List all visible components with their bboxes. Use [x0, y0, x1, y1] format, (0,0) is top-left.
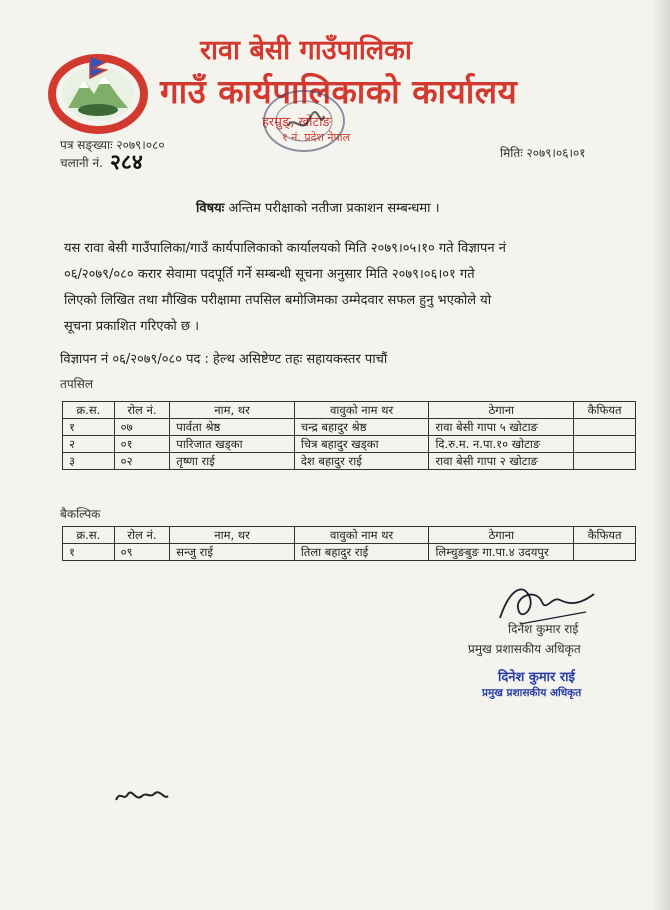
signatory-title: प्रमुख प्रशासकीय अधिकृत: [468, 642, 581, 656]
column-header: क्र.स.: [63, 527, 115, 544]
table-cell: पारिजात खड्का: [170, 436, 295, 453]
table-cell: रावा बेसी गापा ५ खोटाङ: [429, 419, 574, 436]
stamp-signatory-title: प्रमुख प्रशासकीय अधिकृत: [482, 687, 582, 699]
table-cell: तृष्णा राई: [170, 453, 295, 470]
table-cell: ०१: [114, 436, 170, 453]
nepal-emblem-icon: [46, 50, 150, 134]
table-cell: [574, 453, 636, 470]
table-row: [63, 453, 636, 470]
table-cell: ३: [63, 453, 115, 470]
signatory-name: दिनेश कुमार राई: [508, 622, 579, 636]
office-name: गाउँ कार्यपालिकाको कार्यालय: [160, 72, 518, 111]
advertisement-line: विज्ञापन नं ०६/२०७९/०८० पद : हेल्थ असिष्टेण्ट तहः सहायकस्तर पाचौं: [60, 352, 388, 367]
stamp-signatory-name: दिनेश कुमार राई: [498, 670, 575, 685]
table-header-row: [63, 402, 636, 419]
column-header: रोल नं.: [114, 527, 170, 544]
column-header: ठेगाना: [429, 527, 574, 544]
table-cell: [574, 544, 636, 561]
dispatch-label: चलानी नं.: [60, 156, 103, 170]
column-header: कैफियत: [574, 402, 636, 419]
subject-label: विषयः: [196, 201, 225, 216]
column-header: कैफियत: [574, 527, 636, 544]
municipality-name: रावा बेसी गाउँपालिका: [200, 35, 412, 66]
reference-number: पत्र सङ्ख्याः २०७९।०८०: [60, 138, 165, 152]
column-header: वावुको नाम थर: [294, 527, 429, 544]
table-cell: ०७: [114, 419, 170, 436]
table-cell: लिम्चुङबुङ गा.पा.४ उदयपुर: [429, 544, 574, 561]
table-cell: [574, 436, 636, 453]
table-cell: तिला बहादुर राई: [294, 544, 429, 561]
table-row: [63, 544, 636, 561]
dispatch-number: २८४: [110, 150, 143, 174]
body-line-1: यस रावा बेसी गाउँपालिका/गाउँ कार्यपालिकाको कार्यालयको मिति २०७९।०५।१० गते विज्ञापन नं: [64, 241, 506, 256]
letter-date: मितिः २०७९।०६।०१: [500, 146, 586, 160]
table-cell: रावा बेसी गापा २ खोटाङ: [429, 453, 574, 470]
table-cell: २: [63, 436, 115, 453]
office-address: हरम्रुङ्, खोटाङ: [262, 115, 331, 130]
alternate-table: [62, 526, 636, 561]
table-header-row: [63, 527, 636, 544]
column-header: नाम, थर: [170, 402, 295, 419]
section-label-main: तपसिल: [60, 377, 94, 391]
office-stamp-icon: [258, 86, 350, 156]
body-line-3: लिएको लिखित तथा मौखिक परीक्षामा तपसिल बमोजिमका उम्मेदवार सफल हुनु भएकोले यो: [64, 293, 492, 308]
column-header: वावुको नाम थर: [294, 402, 429, 419]
subject-line: [196, 198, 440, 216]
table-cell: ०२: [114, 453, 170, 470]
table-cell: सन्जु राई: [170, 544, 295, 561]
section-label-alternate: बैकल्पिक: [60, 507, 101, 521]
body-line-4: सूचना प्रकाशित गरिएको छ ।: [64, 319, 200, 334]
table-cell: १: [63, 544, 115, 561]
subject-text: अन्तिम परीक्षाको नतीजा प्रकाशन सम्बन्धमा ।: [228, 201, 440, 216]
table-cell: दि.रु.म. न.पा.१० खोटाङ: [429, 436, 574, 453]
table-row: [63, 436, 636, 453]
table-cell: चन्द्र बहादुर श्रेष्ठ: [294, 419, 429, 436]
table-cell: १: [63, 419, 115, 436]
table-cell: ०९: [114, 544, 170, 561]
table-cell: पार्वता श्रेष्ठ: [170, 419, 295, 436]
page-shadow: [652, 0, 670, 910]
column-header: ठेगाना: [429, 402, 574, 419]
province-line: १ नं. प्रदेश नेपाल: [282, 131, 351, 144]
table-cell: देश बहादुर राई: [294, 453, 429, 470]
column-header: रोल नं.: [114, 402, 170, 419]
handwritten-mark-icon: [112, 784, 172, 806]
results-table: [62, 401, 636, 470]
table-cell: चित्र बहादुर खड्का: [294, 436, 429, 453]
body-line-2: ०६/२०७९/०८० करार सेवामा पदपूर्ति गर्ने सम्बन्धी सूचना अनुसार मिति २०७९।०६।०१ गते: [64, 267, 475, 282]
table-row: [63, 419, 636, 436]
column-header: क्र.स.: [63, 402, 115, 419]
table-cell: [574, 419, 636, 436]
column-header: नाम, थर: [170, 527, 295, 544]
